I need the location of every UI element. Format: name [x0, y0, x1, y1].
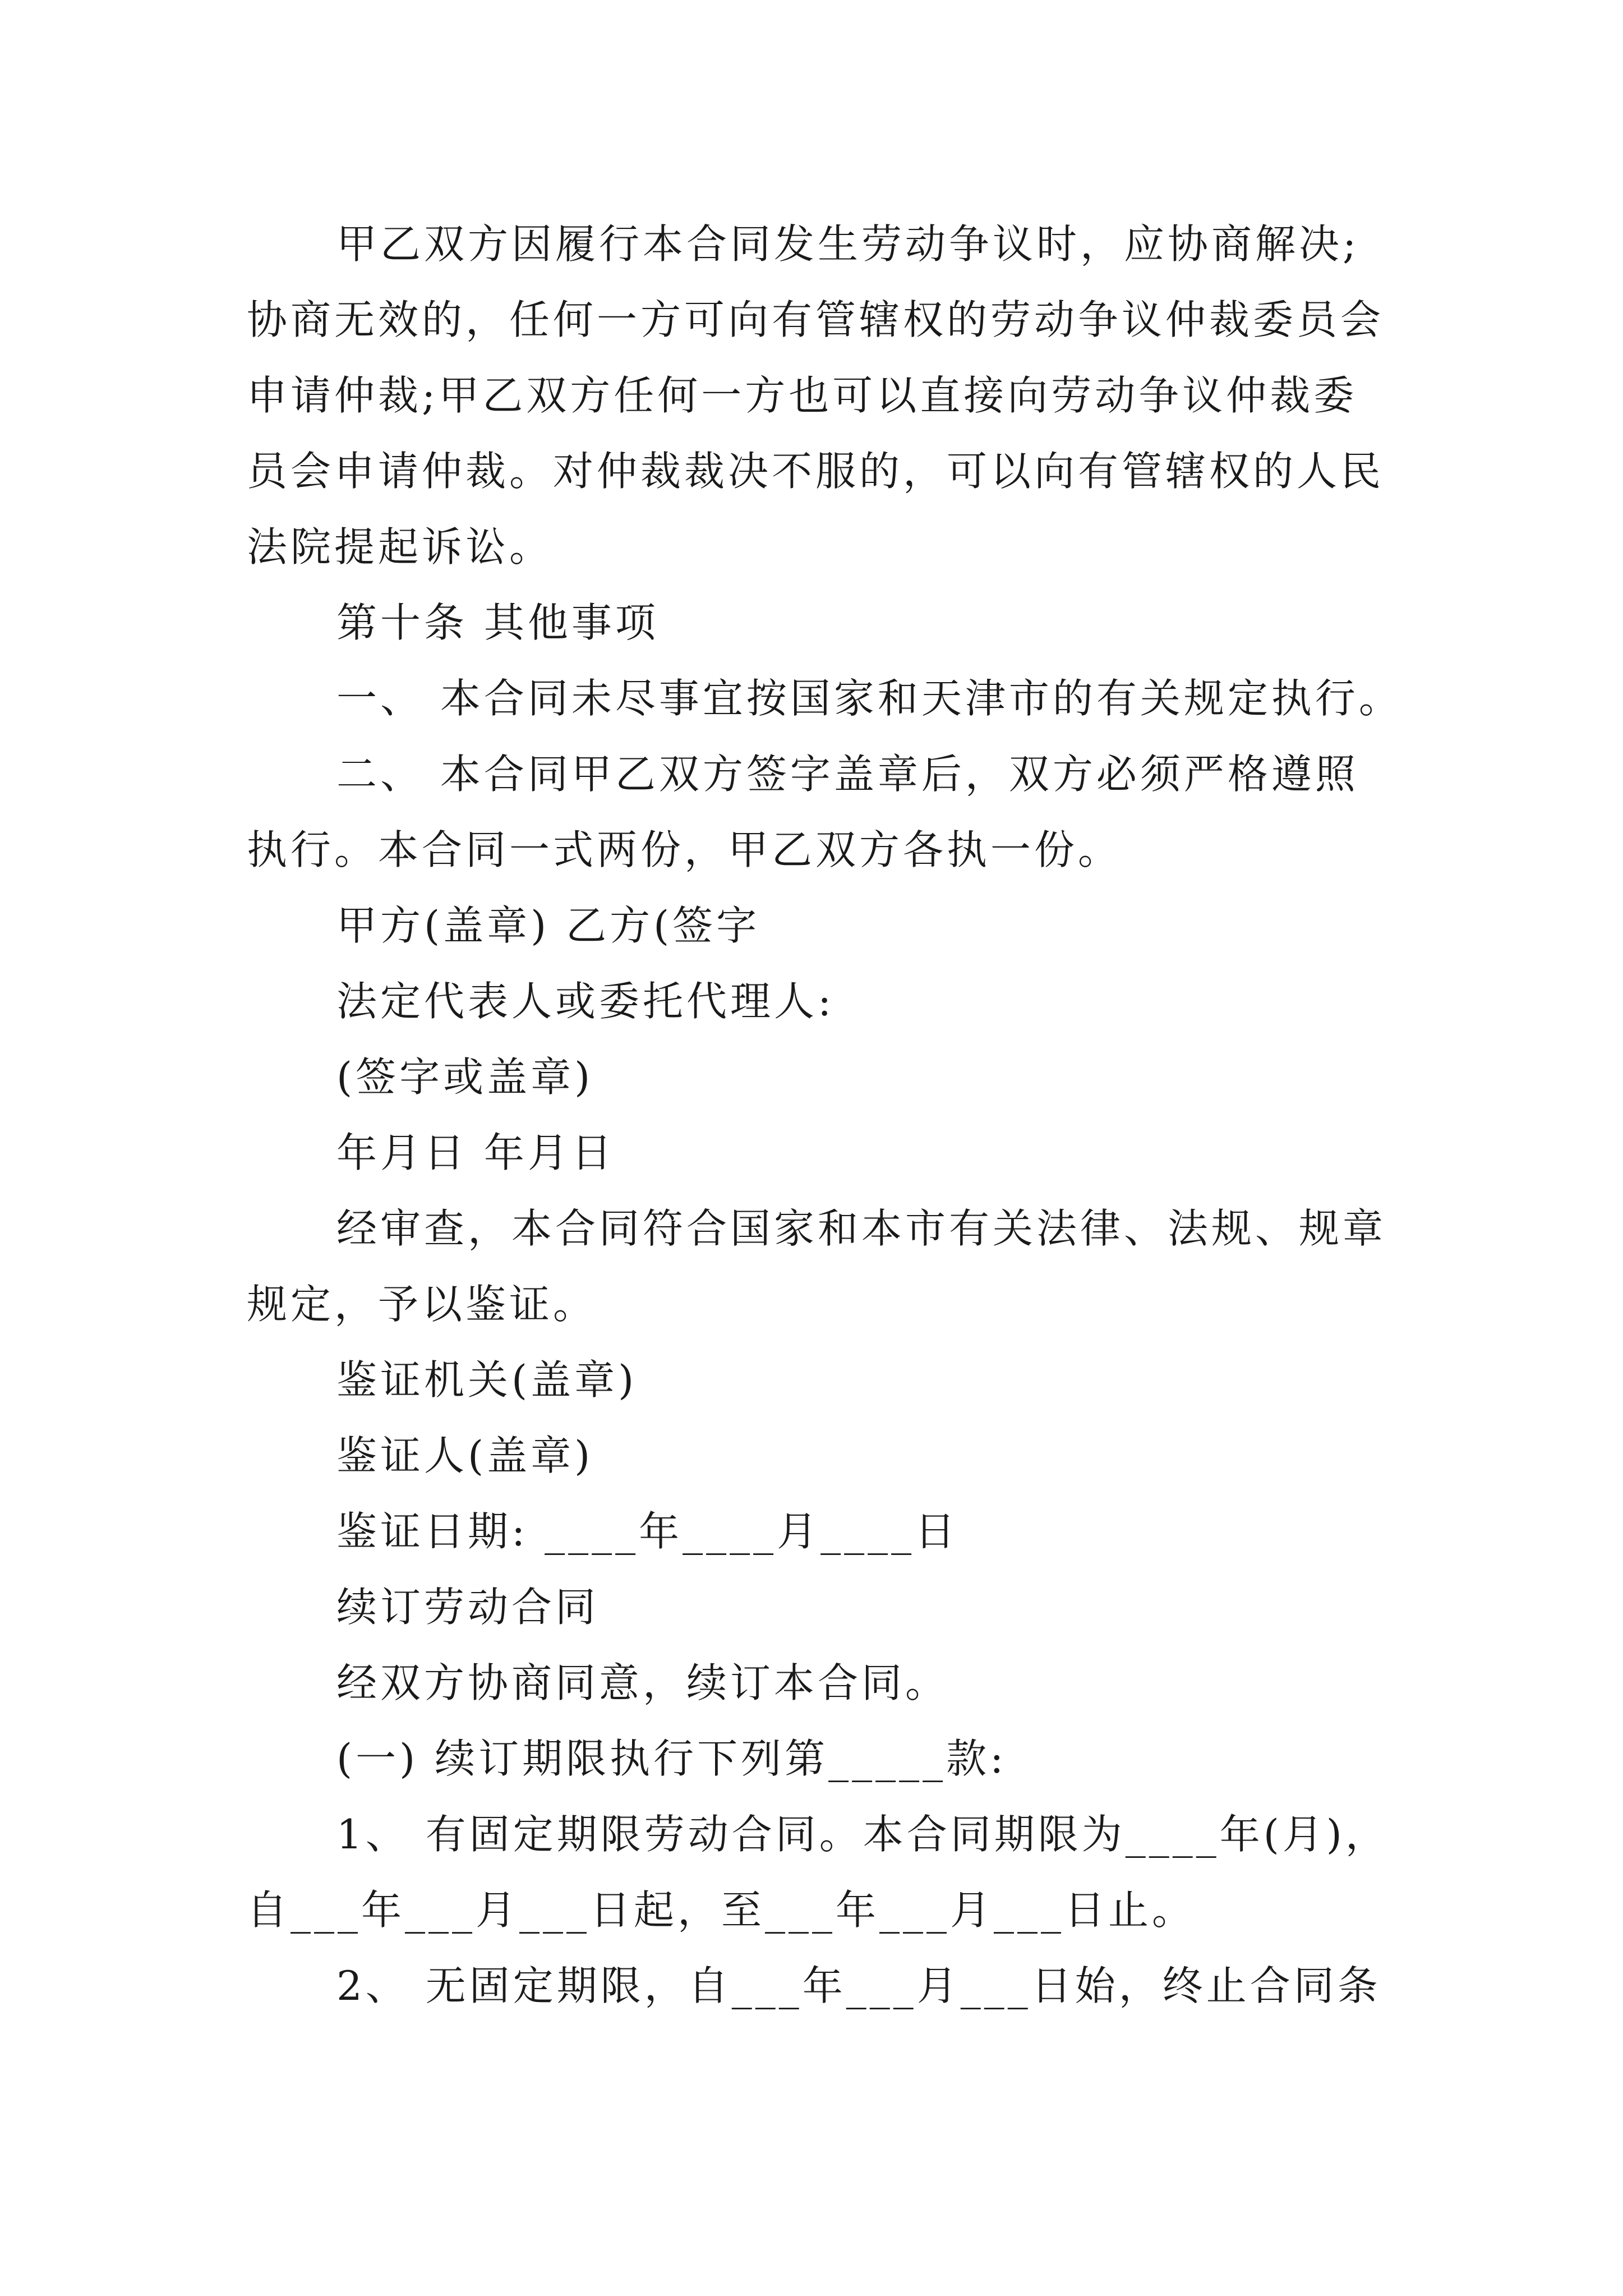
paragraph-dispute-line-3: 申请仲裁;甲乙双方任何一方也可以直接向劳动争议仲裁委	[247, 372, 1358, 419]
renewal-term-clause: (一) 续订期限执行下列第_____款:	[336, 1735, 1007, 1782]
paragraph-dispute-line-2: 协商无效的，任何一方可向有管辖权的劳动争议仲裁委员会	[247, 296, 1385, 343]
signature-dates: 年月日 年月日	[336, 1129, 615, 1176]
renewal-agreement: 经双方协商同意，续订本合同。	[336, 1659, 949, 1706]
paragraph-dispute-line-5: 法院提起诉讼。	[247, 523, 554, 570]
renewal-heading: 续订劳动合同	[336, 1584, 600, 1631]
fixed-term-line-1: 1、 有固定期限劳动合同。本合同期限为____年(月)，	[336, 1811, 1389, 1858]
verification-date: 鉴证日期: ____年____月____日	[336, 1508, 959, 1555]
fixed-term-line-2: 自___年___月___日起，至___年___月___日止。	[247, 1887, 1196, 1934]
verification-authority: 鉴证机关(盖章)	[336, 1356, 638, 1404]
item-two-line-2: 执行。本合同一式两份，甲乙双方各执一份。	[247, 826, 1122, 873]
open-ended-term: 2、 无固定期限，自___年___月___日始，终止合同条	[336, 1962, 1381, 2009]
item-two-line-1: 二、 本合同甲乙双方签字盖章后，双方必须严格遵照	[336, 751, 1359, 798]
item-one: 一、 本合同未尽事宜按国家和天津市的有关规定执行。	[336, 675, 1403, 722]
sign-or-stamp: (签字或盖章)	[336, 1053, 594, 1101]
paragraph-dispute-line-4: 员会申请仲裁。对仲裁裁决不服的，可以向有管辖权的人民	[247, 448, 1385, 495]
verifier: 鉴证人(盖章)	[336, 1432, 594, 1479]
signature-parties: 甲方(盖章) 乙方(签字	[336, 902, 760, 949]
paragraph-dispute-line-1: 甲乙双方因履行本合同发生劳动争议时，应协商解决;	[336, 220, 1360, 268]
article-ten-heading: 第十条 其他事项	[336, 599, 659, 646]
verification-line-2: 规定，予以鉴证。	[247, 1281, 597, 1328]
verification-line-1: 经审查，本合同符合国家和本市有关法律、法规、规章	[336, 1205, 1387, 1252]
legal-representative: 法定代表人或委托代理人:	[336, 978, 835, 1025]
